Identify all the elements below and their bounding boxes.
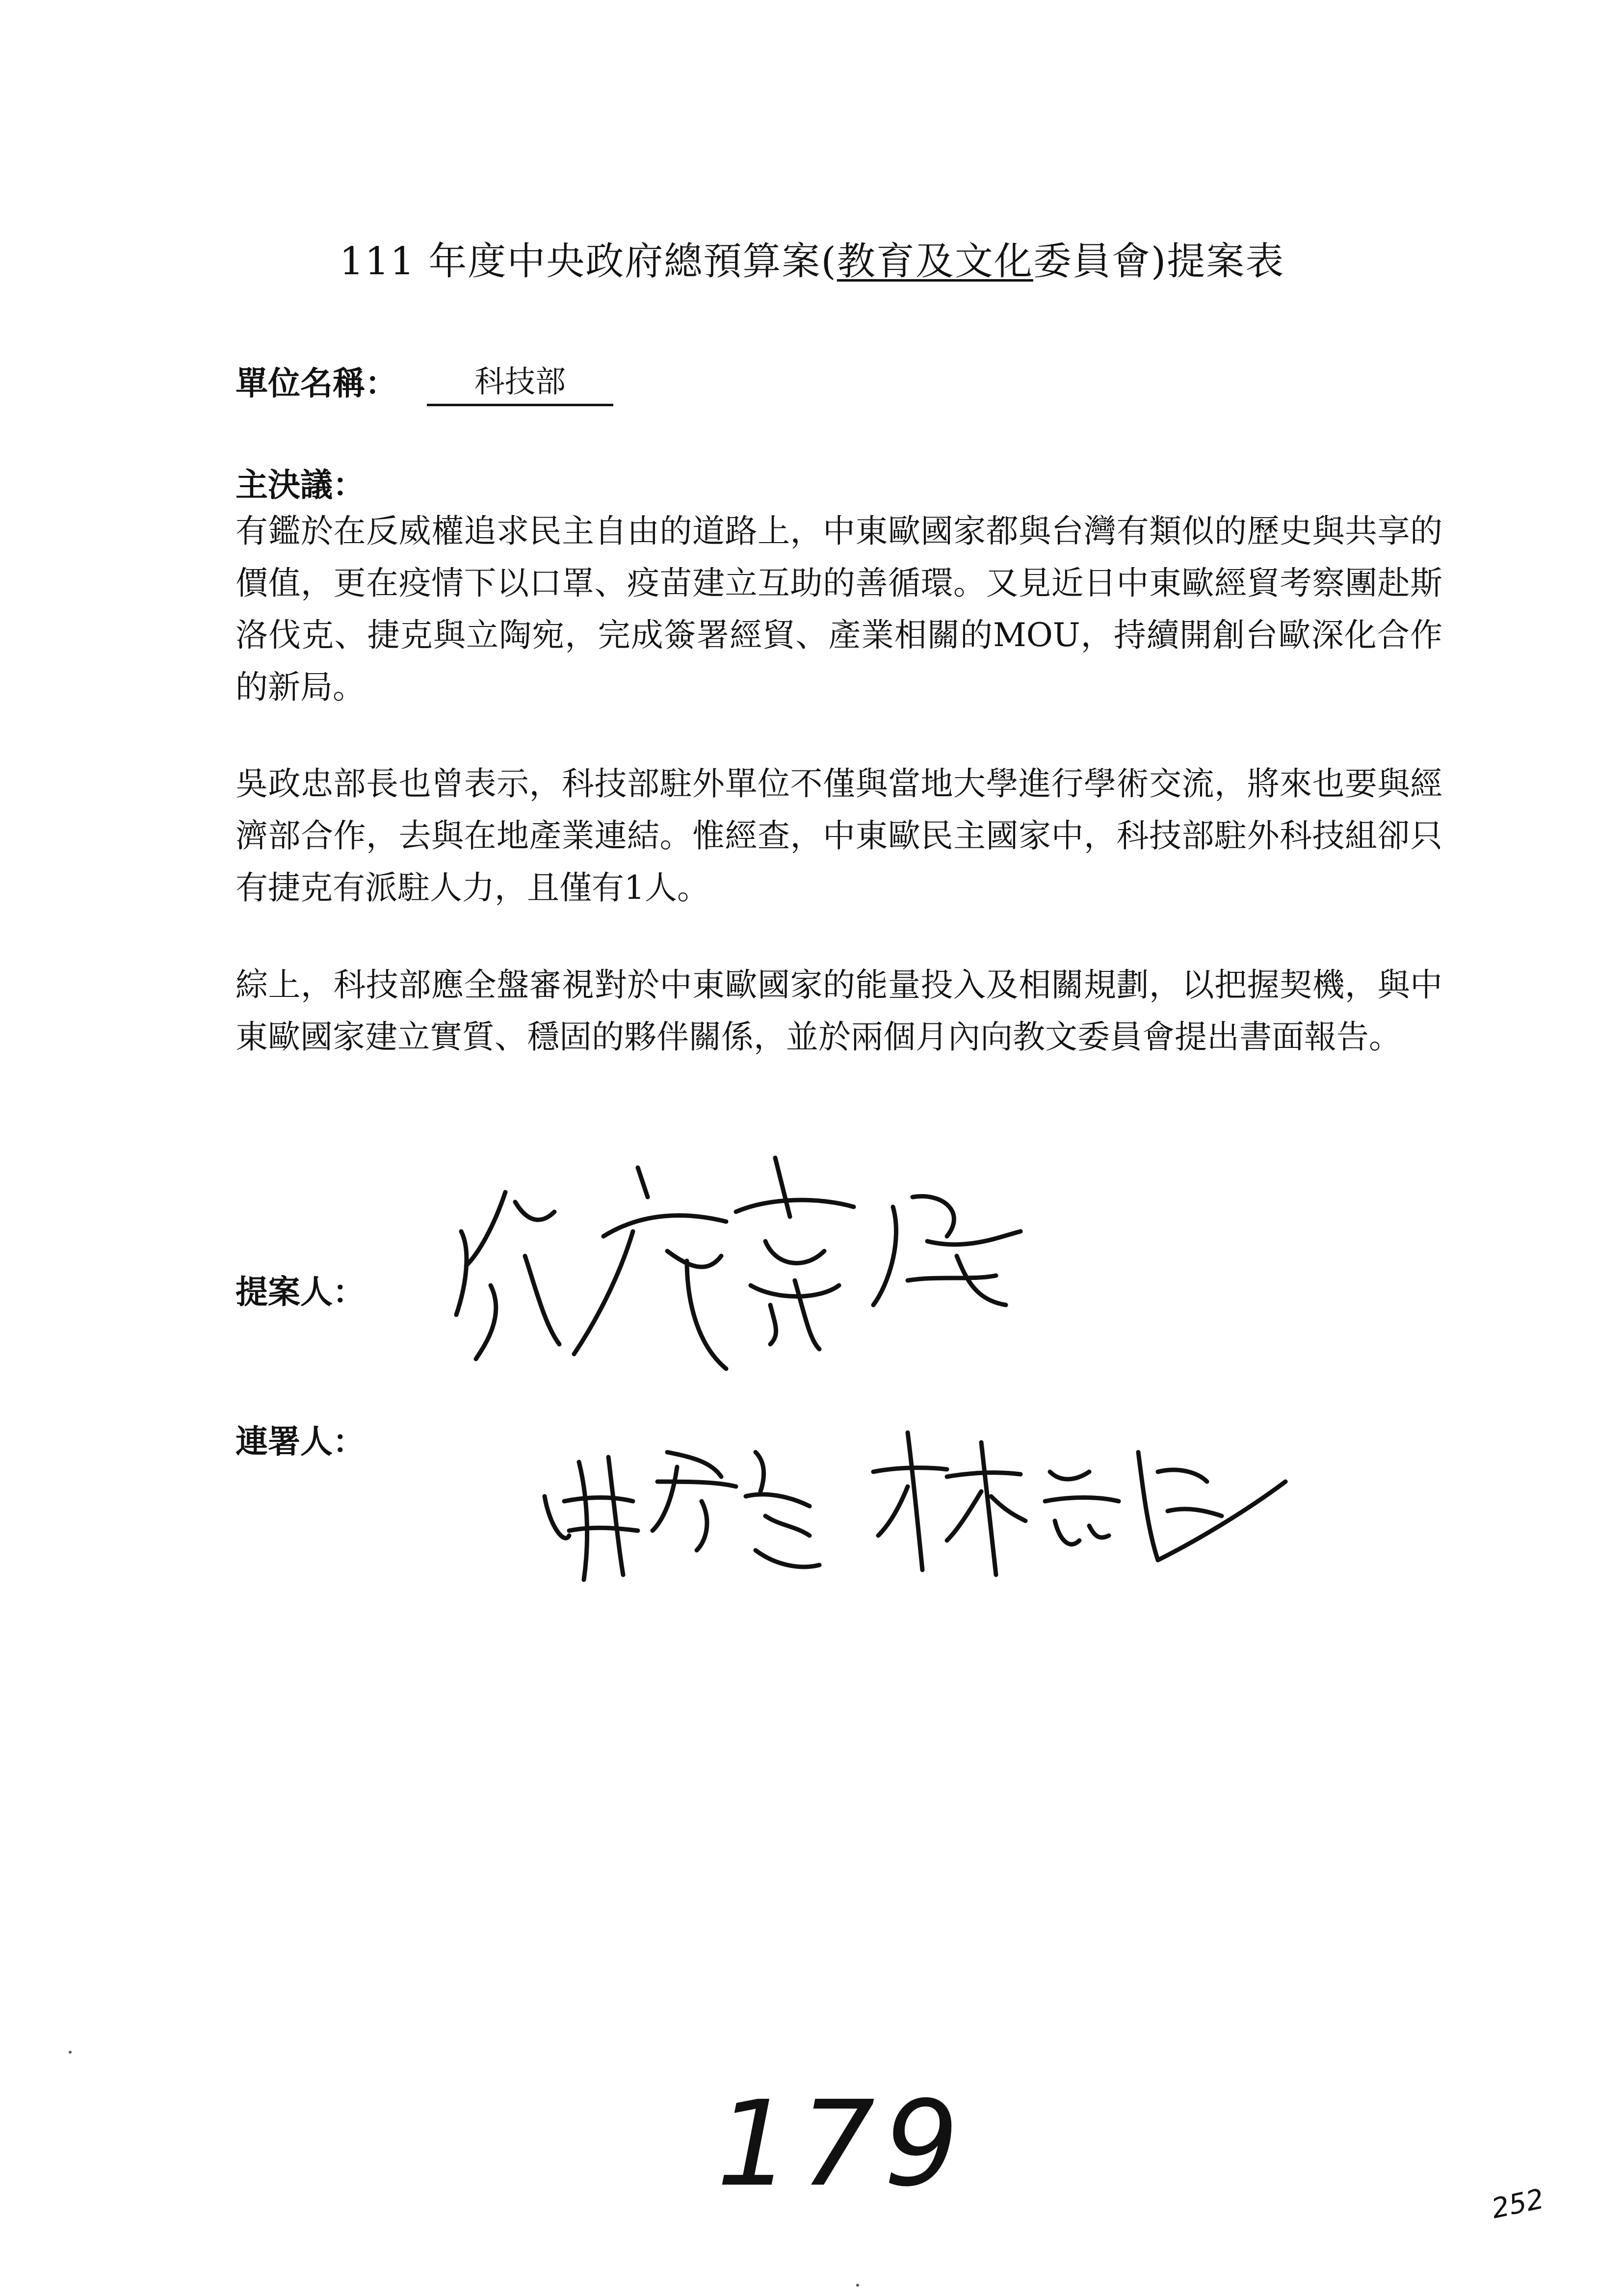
unit-label: 單位名稱：: [236, 364, 397, 402]
resolution-paragraph-1: 有鑑於在反威權追求民主自由的道路上，中東歐國家都與台灣有類似的歷史與共享的價值，更在疫情下以口罩、疫苗建立互助的善循環。又見近日中東歐經貿考察團赴斯洛伐克、捷克與立陶宛，完成簽署經貿、產業相關的MOU，持續開創台歐深化合作的新局。: [236, 512, 1442, 706]
page-number: 179: [716, 2075, 968, 2213]
cosigner-signature-2: [864, 1413, 1295, 1590]
corner-number: 252: [1489, 2183, 1547, 2225]
scan-speck: [69, 2051, 72, 2054]
title-suffix: 委員會)提案表: [1033, 239, 1285, 284]
resolution-label: 主決議：: [236, 466, 365, 504]
page-title: [0, 231, 1624, 286]
proposer-label: 提案人：: [236, 1273, 365, 1311]
title-committee: 教育及文化: [837, 239, 1033, 284]
resolution-paragraph-2: 吳政忠部長也曾表示，科技部駐外單位不僅與當地大學進行學術交流，將來也要與經濟部合作，去與在地產業連結。惟經查，中東歐民主國家中，科技部駐外科技組卻只有捷克有派駐人力，且僅有1人。: [236, 765, 1442, 907]
unit-value: 科技部: [427, 357, 613, 406]
resolution-paragraph-3: 綜上，科技部應全盤審視對於中東歐國家的能量投入及相關規劃，以把握契機，與中東歐國家建立實質、穩固的夥伴關係，並於兩個月內向教文委員會提出書面報告。: [236, 966, 1442, 1056]
cosigners-label: 連署人：: [236, 1422, 365, 1461]
scan-speck: [856, 2284, 859, 2287]
cosigner-signature-1: [535, 1423, 829, 1590]
proposer-signature: [432, 1138, 1119, 1413]
title-prefix: 111 年度中央政府總預算案(: [339, 239, 837, 284]
